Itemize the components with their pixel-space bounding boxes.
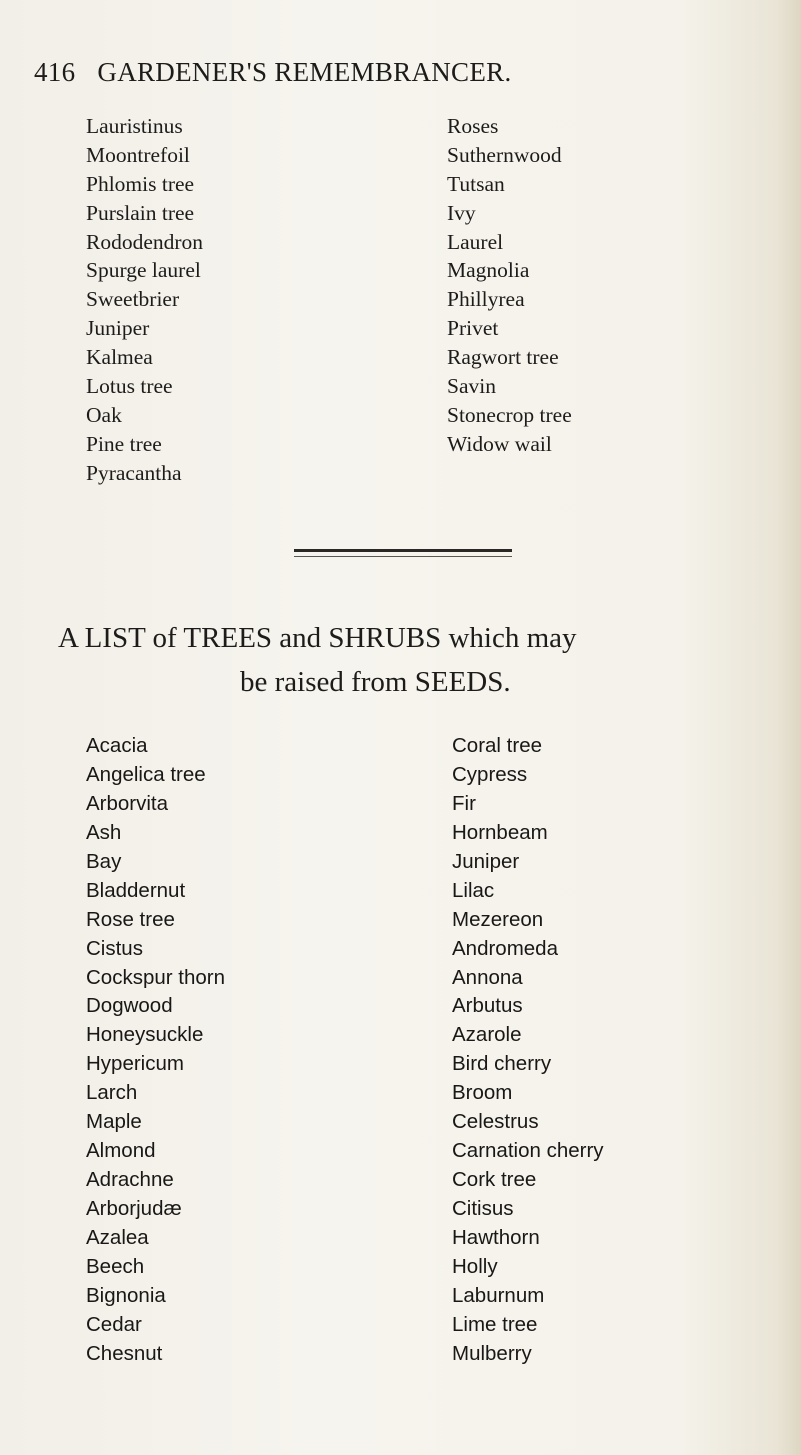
running-title: GARDENER'S REMEMBRANCER.	[97, 57, 512, 87]
list-item: Maple	[86, 1110, 142, 1134]
list-item: Spurge laurel	[86, 258, 201, 283]
section-divider-thin	[294, 556, 512, 557]
list-item: Oak	[86, 402, 122, 427]
list-item: Citisus	[452, 1197, 514, 1220]
list-item: Holly	[452, 1254, 498, 1278]
evergreens-right-column	[447, 112, 572, 459]
list-item: Phlomis tree	[86, 171, 195, 196]
list-item: Almond	[86, 1139, 156, 1163]
evergreens-left-column	[86, 112, 203, 488]
list-item: Tutsan	[447, 171, 505, 196]
list-item: Celestrus	[452, 1110, 539, 1134]
list-item: Coral tree	[452, 734, 543, 757]
list-item: Bignonia	[86, 1283, 166, 1307]
list-item: Lauristinus	[86, 114, 183, 138]
list-item: Ash	[86, 820, 122, 844]
list-item: Bladdernut	[86, 878, 186, 902]
list-item: Juniper	[86, 316, 150, 341]
list-item: Broom	[452, 1081, 513, 1105]
list-item: Lime tree	[452, 1312, 538, 1336]
list-item: Honeysuckle	[86, 1023, 204, 1047]
list-item: Beech	[86, 1254, 145, 1278]
list-item: Magnolia	[447, 258, 530, 283]
section-heading-line-1: A LIST of TREES and SHRUBS which may	[58, 622, 577, 654]
list-item: Cistus	[86, 936, 143, 960]
list-item: Cork tree	[452, 1168, 537, 1192]
list-item: Arbutus	[452, 994, 523, 1018]
list-item: Privet	[447, 316, 499, 341]
running-head	[34, 57, 694, 88]
list-item: Azalea	[86, 1225, 149, 1249]
list-item: Suthernwood	[447, 142, 562, 167]
list-item: Bay	[86, 849, 122, 873]
list-item: Juniper	[452, 849, 520, 873]
page-number: 416	[34, 57, 76, 87]
list-item: Bird cherry	[452, 1052, 552, 1076]
list-item: Purslain tree	[86, 200, 195, 225]
list-item: Phillyrea	[447, 287, 525, 312]
list-item: Acacia	[86, 734, 148, 757]
list-item: Lilac	[452, 878, 495, 902]
list-item: Mezereon	[452, 907, 544, 931]
list-item: Laurel	[447, 229, 504, 254]
list-item: Azarole	[452, 1023, 522, 1047]
list-item: Lotus tree	[86, 374, 173, 399]
list-item: Widow wail	[447, 431, 552, 456]
list-item: Ivy	[447, 200, 476, 225]
list-item: Rododendron	[86, 229, 204, 254]
list-item: Laburnum	[452, 1283, 545, 1307]
list-item: Hornbeam	[452, 820, 548, 844]
list-item: Roses	[447, 114, 499, 138]
list-item: Fir	[452, 791, 476, 815]
list-item: Sweetbrier	[86, 287, 180, 312]
list-item: Larch	[86, 1081, 138, 1105]
list-item: Chesnut	[86, 1341, 163, 1365]
list-item: Ragwort tree	[447, 345, 559, 370]
list-item: Adrachne	[86, 1168, 174, 1192]
list-item: Moontrefoil	[86, 142, 190, 167]
list-item: Pyracantha	[86, 460, 182, 485]
section-heading-line-2: be raised from SEEDS.	[240, 666, 511, 698]
list-item: Arborjudæ	[86, 1197, 182, 1220]
list-item: Cedar	[86, 1312, 142, 1336]
section-divider-thick	[294, 549, 512, 552]
seeds-right-column	[452, 732, 604, 1369]
list-item: Cypress	[452, 762, 528, 786]
list-item: Hawthorn	[452, 1225, 540, 1249]
list-item: Hypericum	[86, 1052, 184, 1076]
list-item: Dogwood	[86, 994, 173, 1018]
list-item: Andromeda	[452, 936, 558, 960]
list-item: Mulberry	[452, 1341, 532, 1365]
list-item: Stonecrop tree	[447, 402, 572, 427]
seeds-left-column	[86, 732, 225, 1369]
list-item: Cockspur thorn	[86, 965, 226, 989]
list-item: Carnation cherry	[452, 1139, 604, 1163]
list-item: Pine tree	[86, 431, 162, 456]
list-item: Annona	[452, 965, 523, 989]
list-item: Arborvita	[86, 791, 169, 815]
list-item: Rose tree	[86, 907, 175, 931]
list-item: Kalmea	[86, 345, 153, 370]
list-item: Savin	[447, 374, 496, 399]
list-item: Angelica tree	[86, 762, 206, 786]
